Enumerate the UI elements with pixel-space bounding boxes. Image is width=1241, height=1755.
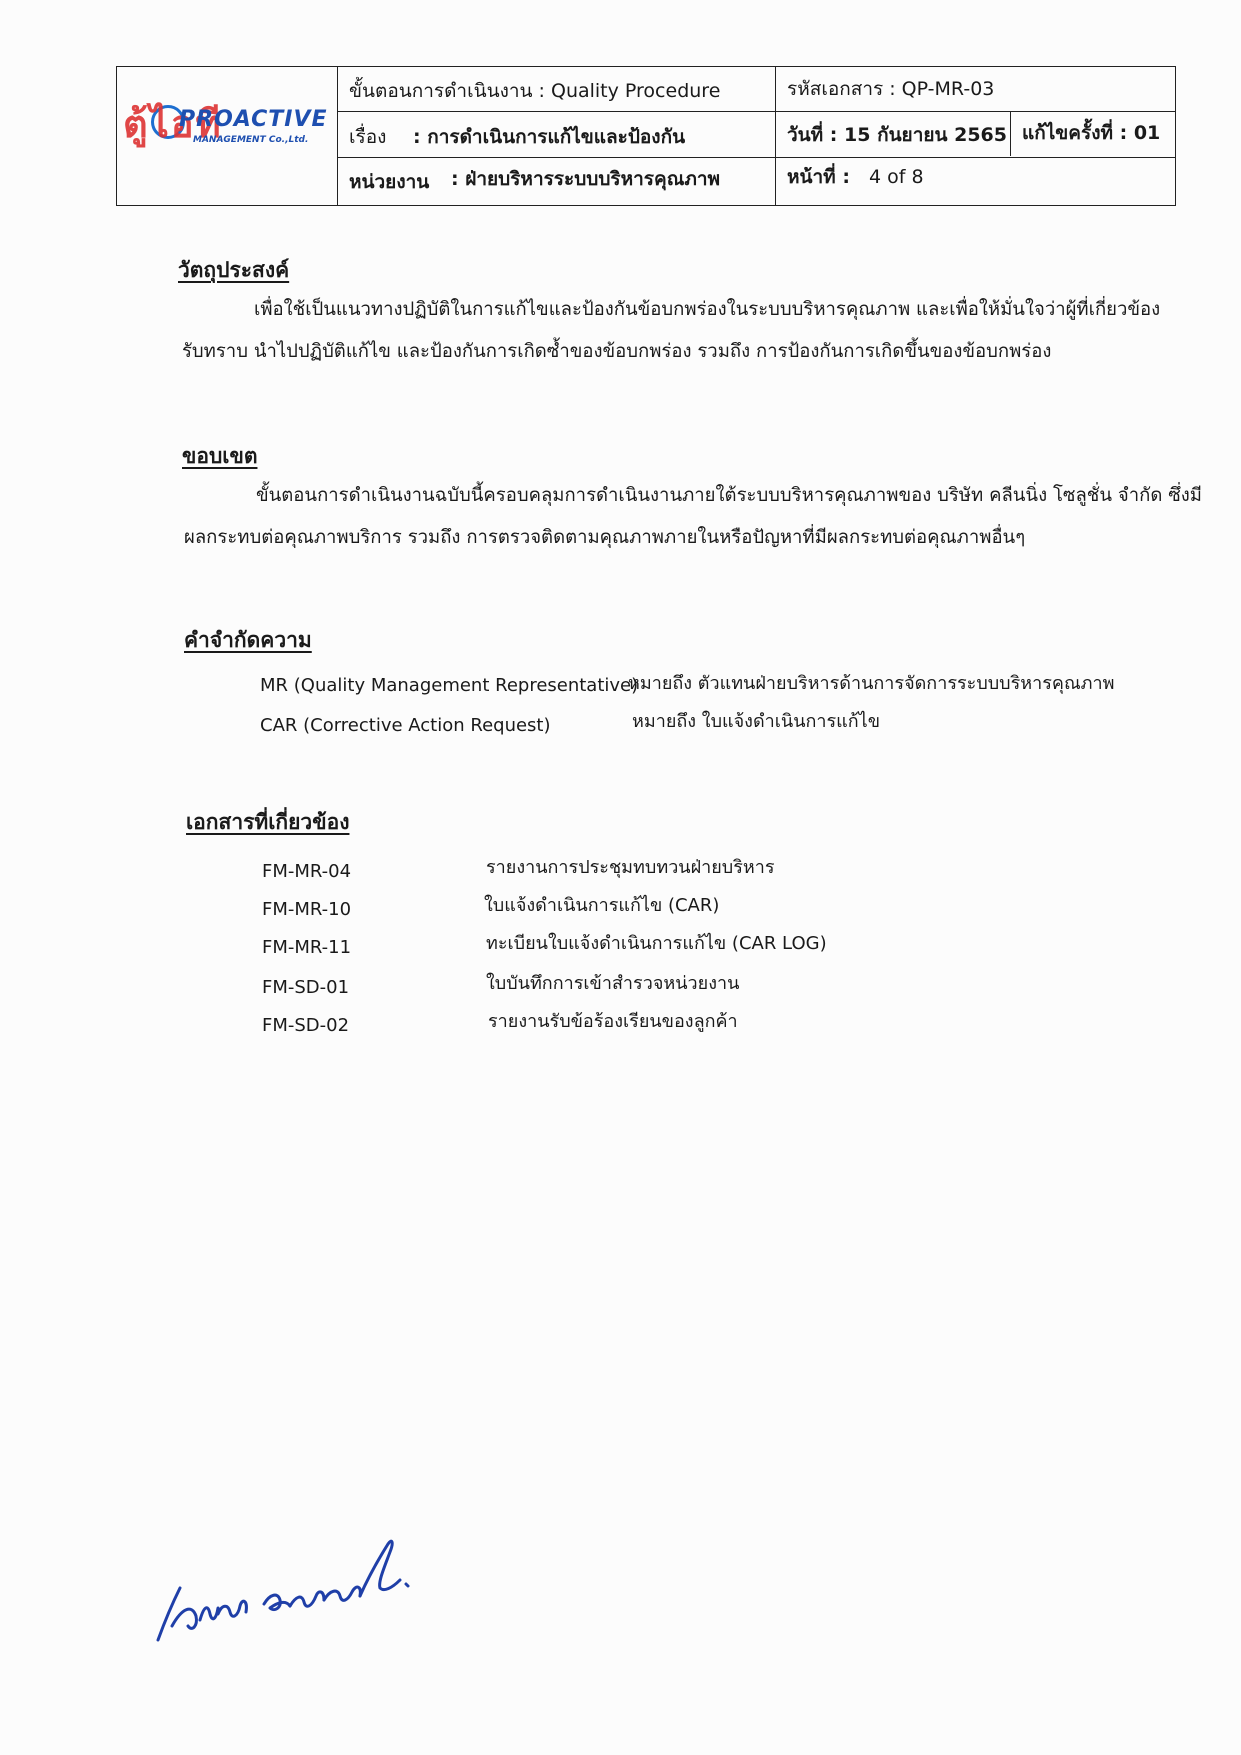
scope-title: ขอบเขต [182,444,258,468]
revision-value: แก้ไขครั้งที่ : 01 [1022,122,1161,144]
document-code-3: FM-MR-11 [262,937,352,958]
procedure-label: ขั้นตอนการดำเนินงาน : Quality Procedure [349,80,721,102]
objective-title: วัตถุประสงค์ [178,258,290,282]
unit-value: : ฝ่ายบริหารระบบบริหารคุณภาพ [451,168,721,190]
definition-term-1: MR (Quality Management Representative) [260,675,639,696]
scope-line-1: ขั้นตอนการดำเนินงานฉบับนี้ครอบคลุมการดำเนินงานภายใต้ระบบบริหารคุณภาพของ บริษัท คลีนนิ่ง โซลูชั่น จำกัด ซึ่งมี [256,485,1203,506]
document-name-4: ใบบันทึกการเข้าสำรวจหน่วยงาน [486,973,740,994]
subject-label: เรื่อง [349,126,387,148]
logo-thai-text: ตู้ไอที [123,102,223,146]
date-value: วันที่ : 15 กันยายน 2565 [787,124,1007,146]
unit-label: หน่วยงาน [349,171,430,193]
document-name-3: ทะเบียนใบแจ้งดำเนินการแก้ไข (CAR LOG) [486,933,827,954]
page-value: 4 of 8 [869,166,924,188]
scope-line-2: ผลกระทบต่อคุณภาพบริการ รวมถึง การตรวจติดตามคุณภาพภายในหรือปัญหาที่มีผลกระทบต่อคุณภาพอื่นๆ [184,527,1026,548]
handwritten-signature [152,1508,472,1658]
page-label: หน้าที่ : [787,166,850,188]
subject-value: : การดำเนินการแก้ไขและป้องกัน [413,126,686,148]
definition-meaning-1: หมายถึง ตัวแทนฝ่ายบริหารด้านการจัดการระบบบริหารคุณภาพ [628,673,1115,694]
definition-term-2: CAR (Corrective Action Request) [260,715,551,736]
document-code: รหัสเอกสาร : QP-MR-03 [787,78,995,100]
objective-line-2: รับทราบ นำไปปฏิบัติแก้ไข และป้องกันการเกิดซ้ำของข้อบกพร่อง รวมถึง การป้องกันการเกิดขึ้นของข้อบกพร่อง [182,341,1052,362]
documents-title: เอกสารที่เกี่ยวข้อง [186,810,350,834]
document-code-5: FM-SD-02 [262,1015,350,1036]
document-code-2: FM-MR-10 [262,899,352,920]
document-name-1: รายงานการประชุมทบทวนฝ่ายบริหาร [486,857,775,878]
company-logo [119,97,339,167]
definitions-title: คำจำกัดความ [184,628,312,652]
document-name-2: ใบแจ้งดำเนินการแก้ไข (CAR) [484,895,720,916]
document-code-1: FM-MR-04 [262,861,352,882]
definition-meaning-2: หมายถึง ใบแจ้งดำเนินการแก้ไข [632,711,881,732]
document-code-4: FM-SD-01 [262,977,350,998]
document-header-table [116,66,1176,206]
objective-line-1: เพื่อใช้เป็นแนวทางปฏิบัติในการแก้ไขและป้องกันข้อบกพร่องในระบบบริหารคุณภาพ และเพื่อให้มั่นใจว่าผู้ที่เกี่ยวข้อง [254,299,1161,320]
logo-sub-text: MANAGEMENT Co.,Ltd. [193,135,309,145]
document-name-5: รายงานรับข้อร้องเรียนของลูกค้า [488,1011,738,1032]
logo-brand-text: PROACTIVE [179,107,328,132]
